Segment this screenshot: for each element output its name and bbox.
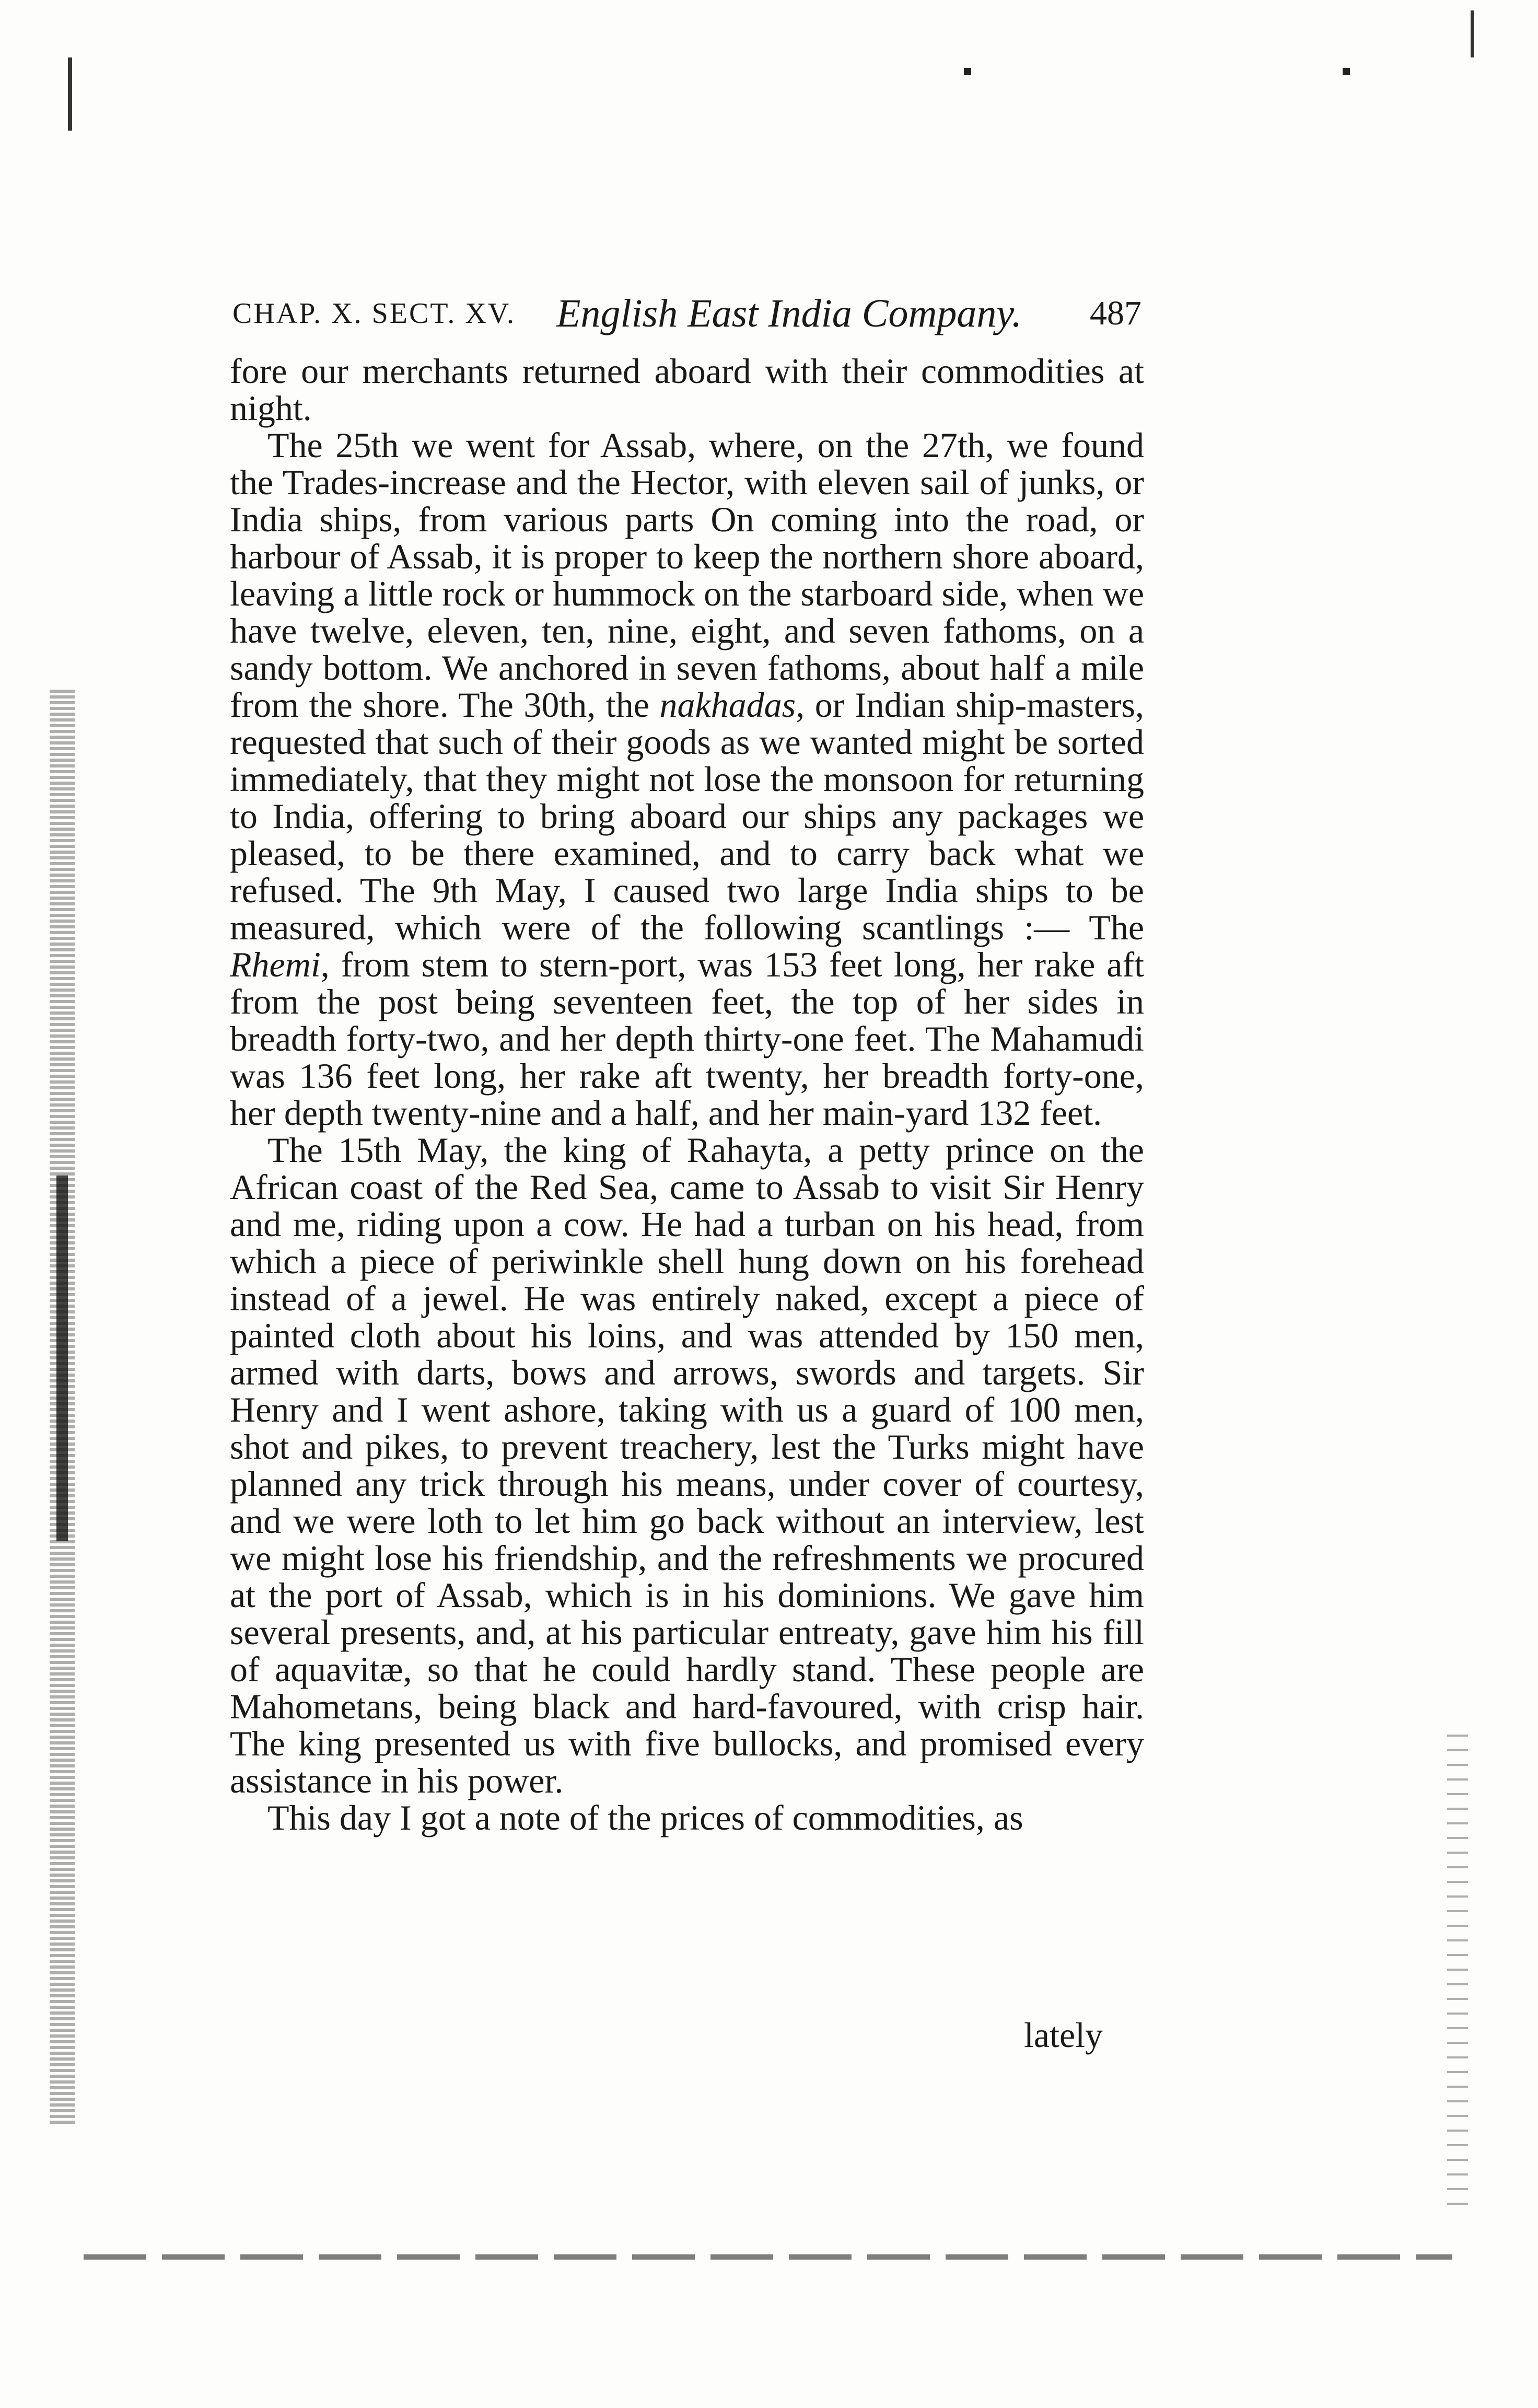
page-number: 487 — [1090, 294, 1141, 332]
scan-artifact-mark — [1471, 10, 1474, 57]
catchword: lately — [1024, 2015, 1103, 2055]
paragraph: fore our merchants returned aboard with their commodities at night. — [230, 351, 1144, 428]
running-header — [232, 285, 1141, 342]
chapter-section: CHAP. X. SECT. XV. — [232, 297, 516, 330]
binding-dark-strip — [56, 1176, 68, 1541]
scan-artifact-dot — [1343, 68, 1350, 75]
paragraph: The 25th we went for Assab, where, on the 27th, we found the Trades-increase and the Hector, with eleven sail of junks, or India ships, from various parts On coming into the road, or harbour of Assab, it is proper to keep the northern shore aboard, leaving a little rock or hummock on the starboard side, when we have twelve, eleven, ten, nine, eight, and seven fathoms, on a sandy bottom. We anchored in seven fathoms, about half a mile from the shore. The 30th, the nakhadas, or Indian ship-masters, requested that such of their goods as we wanted might be sorted immediately, that they might not lose the monsoon for returning to India, offering to bring aboard our ships any packages we pleased, to be there examined, and to carry back what we refused. The 9th May, I caused two large India ships to be measured, which were of the following scantlings :— The Rhemi, from stem to stern-port, was 153 feet long, her rake aft from the post being seventeen feet, the top of her sides in breadth forty-two, and her depth thirty-one feet. The Mahamudi was 136 feet long, her rake aft twenty, her breadth forty-one, her depth twenty-nine and a half, and her main-yard 132 feet. — [230, 425, 1144, 1133]
body-text — [230, 353, 1144, 1836]
paragraph: The 15th May, the king of Rahayta, a petty prince on the African coast of the Red Sea, came to Assab to visit Sir Henry and me, riding upon a cow. He had a turban on his head, from which a piece of periwinkle shell hung down on his forehead instead of a jewel. He was entirely naked, except a piece of painted cloth about his loins, and was attended by 150 men, armed with darts, bows and arrows, swords and targets. Sir Henry and I went ashore, taking with us a guard of 100 men, shot and pikes, to prevent treachery, lest the Turks might have planned any trick through his means, under cover of courtesy, and we were loth to let him go back without an interview, lest we might lose his friendship, and the refreshments we procured at the port of Assab, which is in his dominions. We gave him several presents, and, at his particular entreaty, gave him his fill of aquavitæ, so that he could hardly stand. These people are Mahometans, being black and hard-favoured, with crisp hair. The king presented us with five bullocks, and promised every assistance in his power. — [230, 1130, 1144, 1800]
paragraph: This day I got a note of the prices of commodities, as — [267, 1798, 1023, 1837]
scan-artifact-specks — [1447, 1735, 1468, 2205]
running-title: English East India Company. — [556, 292, 1022, 335]
scan-artifact-mark — [68, 57, 72, 131]
scan-artifact-bottom-rule — [84, 2254, 1452, 2260]
scan-artifact-dot — [964, 68, 971, 75]
